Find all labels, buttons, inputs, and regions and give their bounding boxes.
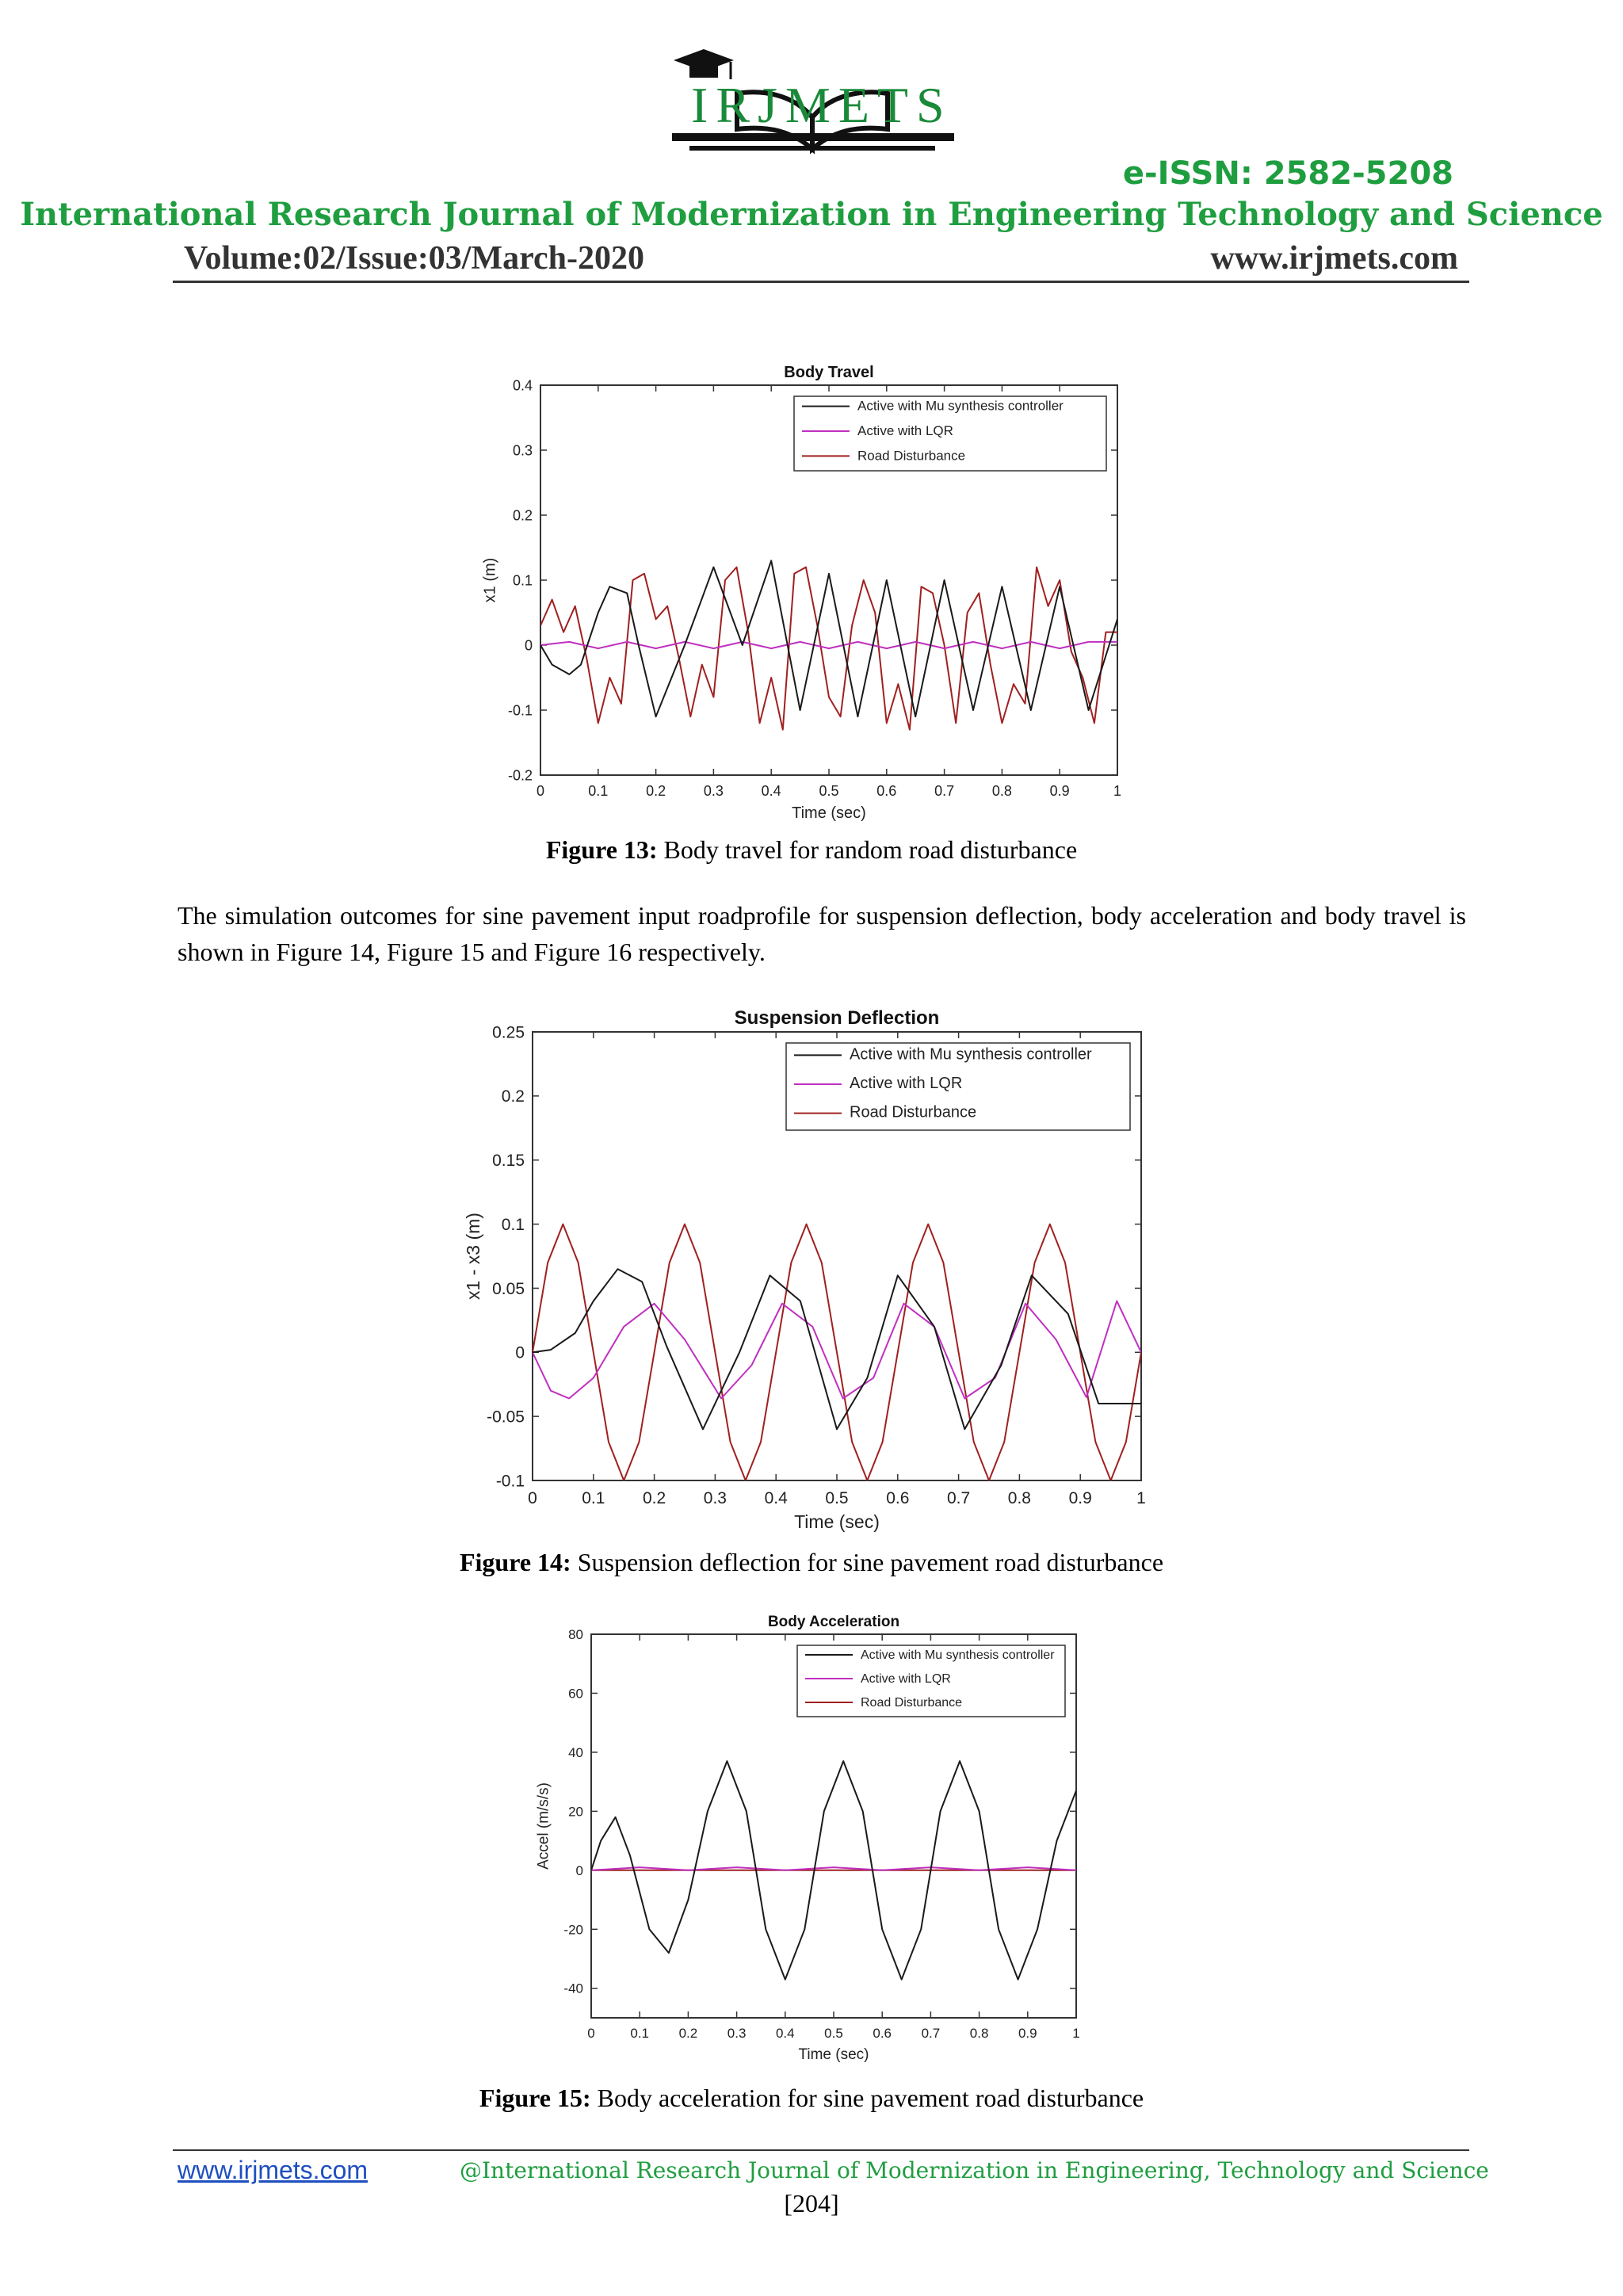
y-tick-label: 0.25 [492, 1023, 525, 1042]
journal-title: International Research Journal of Modernization in Engineering Technology and Science [20, 196, 1603, 233]
figure-15-caption [0, 2084, 1623, 2113]
y-tick-label: 0.3 [512, 442, 533, 459]
legend-label: Active with LQR [850, 1075, 963, 1092]
x-tick-label: 1 [1136, 1489, 1146, 1507]
y-tick-label: 0.15 [492, 1152, 525, 1171]
x-tick-label: 0.7 [946, 1489, 971, 1507]
x-tick-label: 0.5 [819, 783, 839, 799]
y-tick-label: 0.05 [492, 1279, 525, 1298]
header-divider [173, 281, 1469, 283]
figure-13-caption [0, 835, 1623, 865]
x-tick-label: 0.5 [824, 2026, 843, 2041]
legend-label: Road Disturbance [857, 448, 966, 464]
chart-title: Suspension Deflection [734, 1007, 940, 1029]
x-tick-label: 0.8 [991, 783, 1012, 799]
x-tick-label: 0.4 [764, 1489, 788, 1507]
figure-14-text: Suspension deflection for sine pavement road disturbance [571, 1548, 1164, 1576]
y-tick-label: -20 [563, 1922, 583, 1938]
y-axis-label: x1 - x3 (m) [462, 1213, 483, 1300]
x-tick-label: 0.1 [630, 2026, 650, 2041]
page-number: [204] [784, 2189, 839, 2218]
x-axis-label: Time (sec) [792, 804, 866, 822]
x-tick-label: 0.3 [703, 1489, 727, 1507]
y-axis-label: Accel (m/s/s) [535, 1782, 552, 1870]
x-tick-label: 0.8 [1007, 1489, 1032, 1507]
y-tick-label: -0.05 [487, 1408, 525, 1427]
figure-14-caption [0, 1548, 1623, 1577]
x-tick-label: 0.3 [727, 2026, 747, 2041]
footer-website-link[interactable]: www.irjmets.com [178, 2156, 369, 2184]
figure-13-label: Figure 13: [545, 835, 658, 864]
x-tick-label: 0.7 [921, 2026, 941, 2041]
y-tick-label: -40 [563, 1981, 583, 1996]
x-tick-label: 0.4 [775, 2026, 795, 2041]
x-tick-label: 0 [528, 1489, 537, 1507]
chart-body-acceleration [523, 1606, 1094, 2083]
y-tick-label: 0.1 [512, 572, 533, 589]
figure-15-label: Figure 15: [479, 2084, 591, 2112]
x-tick-label: 0.2 [646, 783, 666, 799]
legend-label: Road Disturbance [861, 1696, 963, 1710]
legend-label: Road Disturbance [850, 1103, 977, 1121]
y-axis-label: x1 (m) [481, 557, 499, 603]
logo-wordmark: IRJMETS [691, 77, 953, 133]
figure-15-text: Body acceleration for sine pavement road disturbance [590, 2084, 1144, 2112]
x-tick-label: 1 [1072, 2026, 1080, 2041]
y-tick-label: 40 [568, 1744, 583, 1760]
x-tick-label: 0 [536, 783, 545, 799]
body-paragraph: The simulation outcomes for sine pavement input roadprofile for suspension deflection, body acceleration and body travel is shown in Figure 14, Figure 15 and Figure 16 respectively. [178, 901, 1466, 966]
y-tick-label: 20 [568, 1804, 583, 1820]
issn: e-ISSN: 2582-5208 [1122, 155, 1453, 192]
x-tick-label: 0.3 [703, 783, 724, 799]
x-tick-label: 0.1 [582, 1489, 605, 1507]
y-tick-label: 0.2 [512, 507, 533, 524]
y-tick-label: 60 [568, 1686, 583, 1702]
x-tick-label: 0.5 [825, 1489, 849, 1507]
x-tick-label: 0.8 [969, 2026, 989, 2041]
x-axis-label: Time (sec) [794, 1511, 880, 1532]
x-tick-label: 0.9 [1068, 1489, 1092, 1507]
header-website-link[interactable]: www.irjmets.com [1210, 240, 1458, 277]
y-tick-label: 0 [524, 637, 533, 654]
x-tick-label: 0.6 [873, 2026, 892, 2041]
x-tick-label: 0.9 [1049, 783, 1070, 799]
legend-label: Active with Mu synthesis controller [857, 398, 1064, 414]
x-tick-label: 0.6 [876, 783, 897, 799]
y-tick-label: 0 [575, 1862, 583, 1878]
x-tick-label: 0.7 [934, 783, 955, 799]
x-tick-label: 1 [1113, 783, 1122, 799]
x-tick-label: 0.2 [678, 2026, 698, 2041]
y-tick-label: -0.2 [507, 767, 533, 784]
x-tick-label: 0.4 [761, 783, 781, 799]
legend-label: Active with LQR [857, 423, 953, 438]
legend-label: Active with LQR [861, 1672, 951, 1686]
x-tick-label: 0 [587, 2026, 595, 2041]
y-tick-label: -0.1 [495, 1472, 525, 1491]
x-tick-label: 0.1 [588, 783, 609, 799]
y-tick-label: -0.1 [507, 702, 533, 719]
x-axis-label: Time (sec) [798, 2046, 869, 2063]
y-tick-label: 0.2 [501, 1087, 525, 1106]
legend-label: Active with Mu synthesis controller [850, 1045, 1092, 1064]
legend-label: Active with Mu synthesis controller [861, 1648, 1055, 1662]
volume-issue: Volume:02/Issue:03/March-2020 [184, 240, 644, 277]
figure-14-label: Figure 14: [459, 1548, 571, 1576]
x-tick-label: 0.6 [886, 1489, 910, 1507]
y-tick-label: 0.1 [501, 1215, 525, 1234]
y-tick-label: 0 [515, 1343, 525, 1362]
y-tick-label: 80 [568, 1626, 583, 1642]
y-tick-label: 0.4 [512, 377, 533, 394]
x-tick-label: 0.2 [642, 1489, 666, 1507]
chart-title: Body Travel [784, 364, 874, 381]
chart-suspension-deflection [444, 995, 1173, 1545]
figure-13-text: Body travel for random road disturbance [657, 835, 1078, 864]
footer-divider [173, 2149, 1469, 2151]
footer-journal: @International Research Journal of Modernization in Engineering, Technology and Science [460, 2157, 1489, 2183]
chart-body-travel [475, 358, 1141, 834]
chart-title: Body Acceleration [767, 1614, 900, 1630]
x-tick-label: 0.9 [1018, 2026, 1037, 2041]
graduation-cap-icon [674, 49, 734, 79]
